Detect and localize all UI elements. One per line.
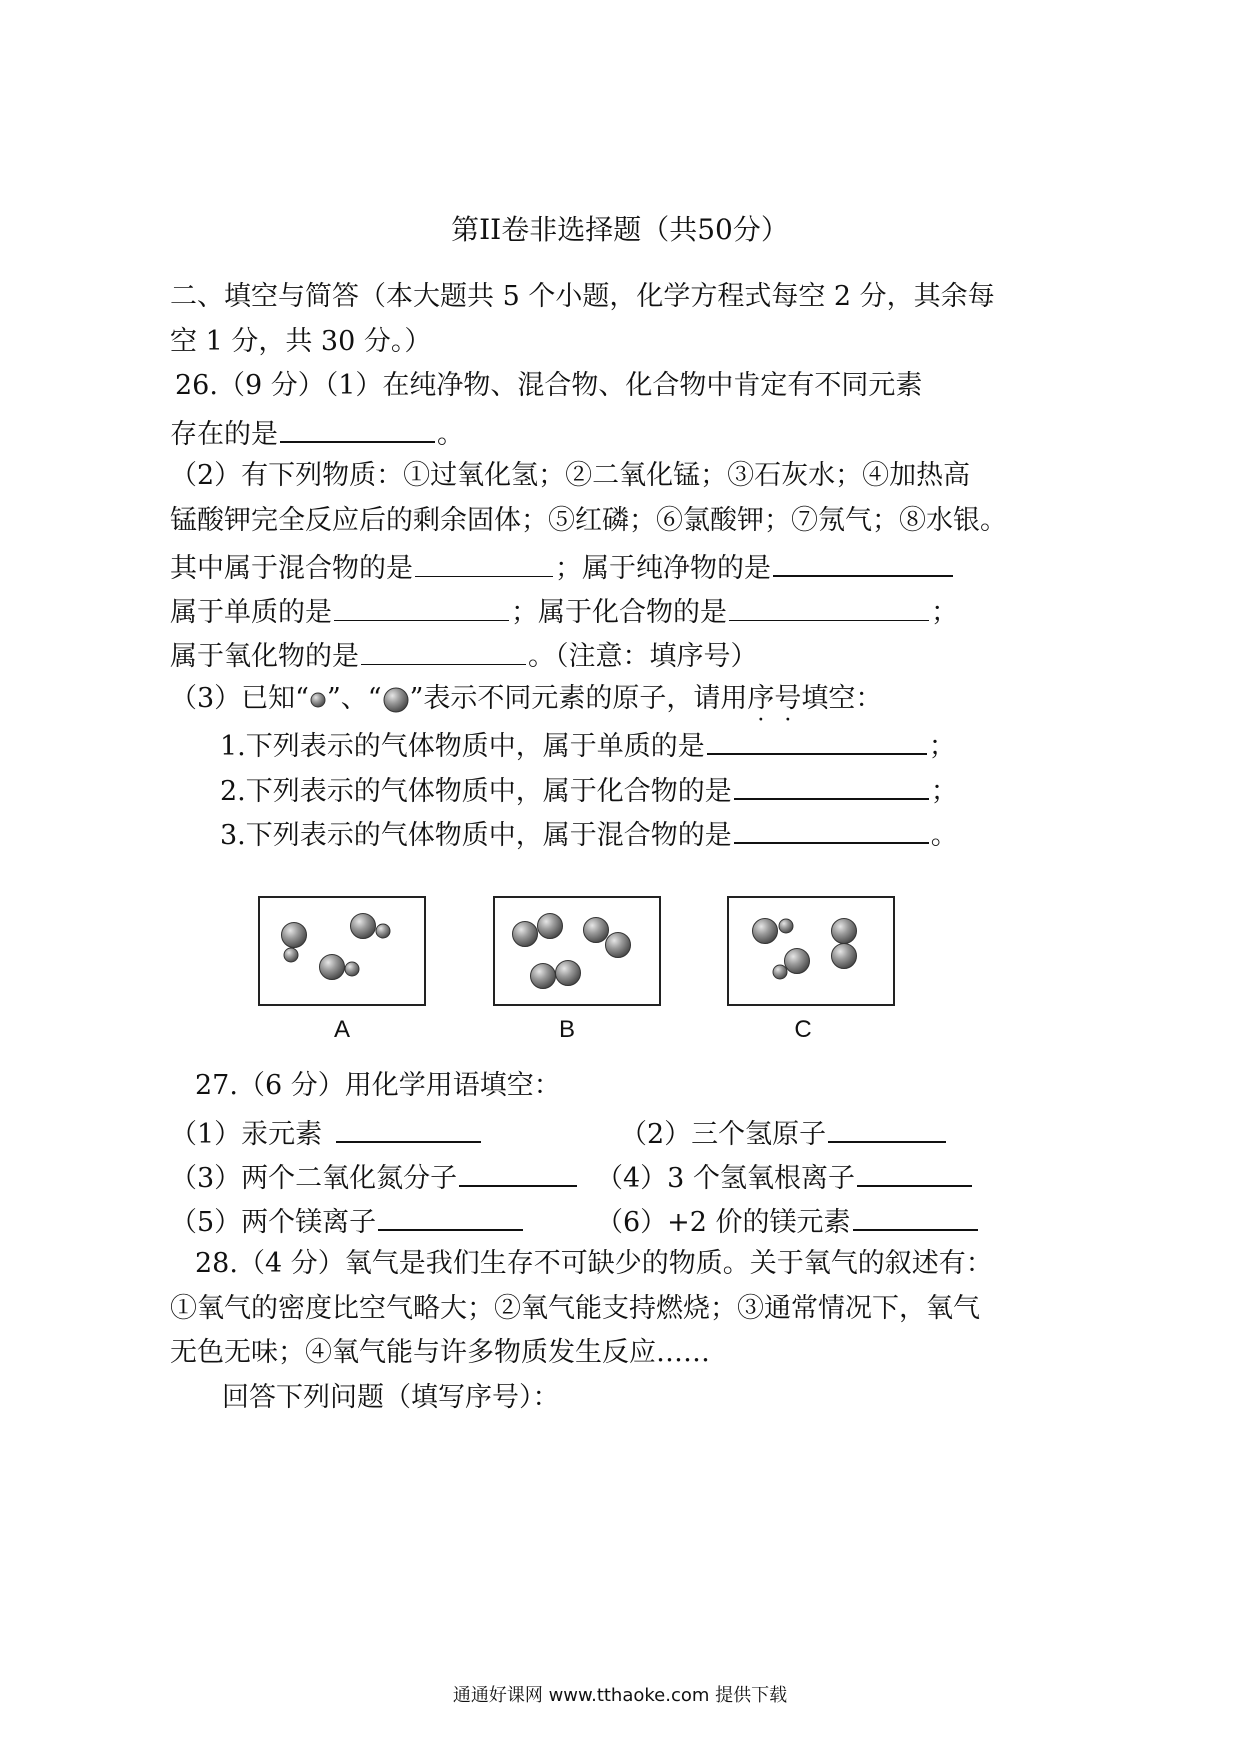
q26-sub1: 1.下列表示的气体物质中，属于单质的是 ； xyxy=(220,723,956,767)
q26-sub2: 2.下列表示的气体物质中，属于化合物的是 ； xyxy=(220,768,958,812)
q26-sub3: 3.下列表示的气体物质中，属于混合物的是 。 xyxy=(220,812,958,856)
answer-blank-pure[interactable] xyxy=(773,545,953,577)
page-footer: 通通好课网 www.tthaoke.com 提供下载 xyxy=(452,1685,788,1706)
q27-heading: 27.（6 分）用化学用语填空： xyxy=(195,1070,561,1101)
q26-line1: 26.（9 分）（1）在纯净物、混合物、化合物中肯定有不同元素 xyxy=(175,370,923,401)
molecule-box-c xyxy=(727,896,895,1006)
box-label-a: A xyxy=(333,1016,350,1043)
answer-blank-compound[interactable] xyxy=(729,590,929,621)
answer-blank-q27-3[interactable] xyxy=(459,1155,577,1187)
box-label-c: C xyxy=(794,1016,812,1043)
atom xyxy=(320,955,345,980)
atom xyxy=(376,924,390,938)
q28-line3: 无色无味；④氧气能与许多物质发生反应…… xyxy=(170,1337,710,1368)
section-heading-line2: 空 1 分，共 30 分。） xyxy=(170,326,432,357)
q27-item-1: （1）汞元素 xyxy=(170,1111,483,1155)
molecule-box-a xyxy=(258,896,426,1006)
atom xyxy=(779,919,793,933)
atom xyxy=(785,949,810,974)
answer-blank-sub3[interactable] xyxy=(734,812,929,844)
answer-blank-q27-4[interactable] xyxy=(857,1155,972,1187)
q27-item-6: （6）+2 价的镁元素 xyxy=(596,1199,980,1243)
large-atom-icon xyxy=(382,686,410,714)
atom xyxy=(531,964,556,989)
atom xyxy=(606,933,631,958)
answer-blank-q27-6[interactable] xyxy=(853,1199,978,1231)
q27-item-4: （4）3 个氢氧根离子 xyxy=(596,1155,974,1199)
section-heading-line1: 二、填空与简答（本大题共 5 个小题，化学方程式每空 2 分，其余每 xyxy=(170,281,995,312)
answer-blank-oxide[interactable] xyxy=(361,634,526,665)
q26-p2-line3: 其中属于混合物的是 ；属于纯净物的是 xyxy=(170,545,955,589)
q26-p3-line: （3）已知“ ”、“ ”表示不同元素的原子，请用序号填空： xyxy=(170,683,883,714)
q27-item-5: （5）两个镁离子 xyxy=(170,1199,525,1243)
box-label-b: B xyxy=(558,1016,575,1043)
q26-p2-line2: 锰酸钾完全反应后的剩余固体；⑤红磷；⑥氯酸钾；⑦氖气；⑧水银。 xyxy=(170,505,1007,536)
molecule-box-b xyxy=(493,896,661,1006)
answer-blank-sub1[interactable] xyxy=(707,723,927,755)
page-title: 第II卷非选择题（共50分） xyxy=(451,213,789,246)
answer-blank[interactable] xyxy=(280,411,435,443)
atom xyxy=(773,965,787,979)
atom xyxy=(284,948,298,962)
q26-p2-line1: （2）有下列物质：①过氧化氢；②二氧化锰；③石灰水；④加热高 xyxy=(170,460,971,491)
q26-p2-line4: 属于单质的是 ；属于化合物的是 ； xyxy=(170,590,958,633)
answer-blank-q27-1[interactable] xyxy=(336,1111,481,1143)
atom xyxy=(556,961,581,986)
answer-blank-mixture[interactable] xyxy=(415,546,553,577)
atom xyxy=(351,914,376,939)
q28-line2: ①氧气的密度比空气略大；②氧气能支持燃烧；③通常情况下，氧气 xyxy=(170,1293,980,1324)
q28-line1: 28.（4 分）氧气是我们生存不可缺少的物质。关于氧气的叙述有： xyxy=(195,1248,993,1279)
q26-line2: 存在的是 。 xyxy=(170,411,464,455)
atom xyxy=(345,962,359,976)
atom xyxy=(513,922,538,947)
atom xyxy=(282,923,307,948)
answer-blank-element[interactable] xyxy=(334,590,509,621)
answer-blank-sub2[interactable] xyxy=(734,768,929,800)
atom xyxy=(584,918,609,943)
atom xyxy=(753,919,778,944)
q27-item-3: （3）两个二氧化氮分子 xyxy=(170,1155,579,1199)
q28-line4: 回答下列问题（填写序号）： xyxy=(222,1382,560,1413)
small-atom-icon xyxy=(309,691,327,709)
atom xyxy=(538,914,563,939)
q27-item-2: （2）三个氢原子 xyxy=(620,1111,948,1155)
q26-p2-line5: 属于氧化物的是 。（注意：填序号） xyxy=(170,634,758,677)
atom xyxy=(832,944,857,969)
answer-blank-q27-2[interactable] xyxy=(828,1111,946,1143)
atom xyxy=(832,919,857,944)
answer-blank-q27-5[interactable] xyxy=(378,1199,523,1231)
